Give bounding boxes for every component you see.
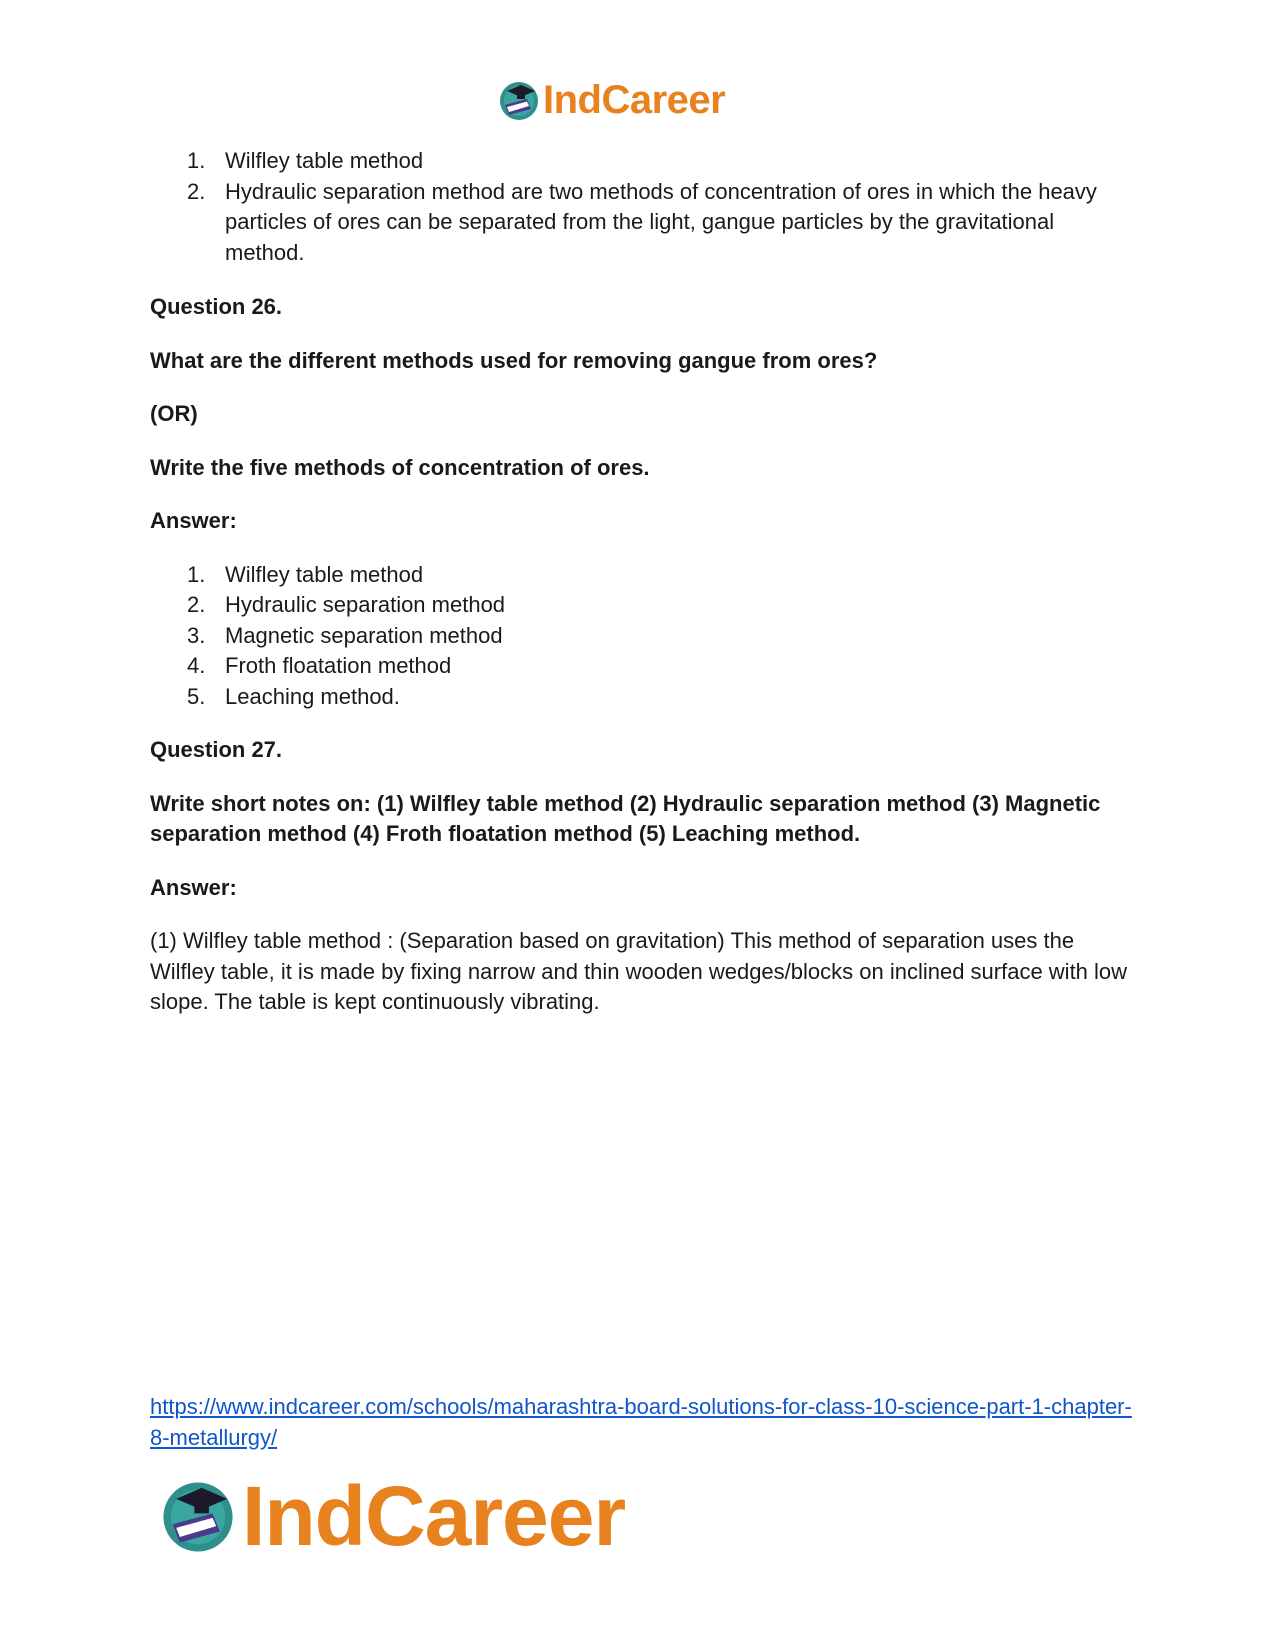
header-logo [497, 78, 725, 123]
graduation-cap-book-icon [158, 1477, 238, 1557]
list-item: 2. Hydraulic separation method [187, 592, 506, 617]
source-link[interactable]: https://www.indcareer.com/schools/maharashtra-board-solutions-for-class-10-science-part-1-chapter-8-metallurgy/ [150, 1394, 1132, 1450]
question-27-heading: Question 27. [150, 737, 283, 762]
list-item: 4. Froth floatation method [187, 653, 452, 678]
list-item: 5. Leaching method. [187, 683, 400, 709]
answer-list [150, 560, 1135, 713]
footer-logo [158, 1468, 625, 1565]
brand-name: IndCareer [242, 1469, 626, 1563]
question-26-text: What are the different methods used for removing gangue from ores? [150, 347, 878, 373]
graduation-cap-book-icon [497, 79, 541, 123]
top-list [150, 146, 1135, 268]
list-item: 1. Wilfley table method [187, 148, 424, 173]
or-label: (OR) [150, 401, 198, 426]
question-26-alt-text: Write the five methods of concentration of ores. [150, 454, 650, 480]
brand-name: IndCareer [543, 78, 726, 122]
answer-label: Answer: [150, 874, 237, 900]
list-item: 2. Hydraulic separation method are two methods of concentration of ores in which the heavy particles of ores can be separated from the light, gangue particles by the gravitational method. [187, 178, 1097, 265]
page-content [150, 146, 1135, 1018]
question-26-heading: Question 26. [150, 294, 283, 319]
question-27-text: Write short notes on: (1) Wilfley table method (2) Hydraulic separation method (3) Magnetic separation method (4) Froth floatation method (5) Leaching method. [150, 790, 1101, 846]
answer-paragraph: (1) Wilfley table method : (Separation based on gravitation) This method of separation uses the Wilfley table, it is made by fixing narrow and thin wooden wedges/blocks on inclined surface with low slope. The table is kept continuously vibrating. [150, 928, 1128, 1014]
list-item: 1. Wilfley table method [187, 561, 424, 587]
list-item: 3. Magnetic separation method [187, 622, 503, 648]
answer-label: Answer: [150, 508, 237, 533]
